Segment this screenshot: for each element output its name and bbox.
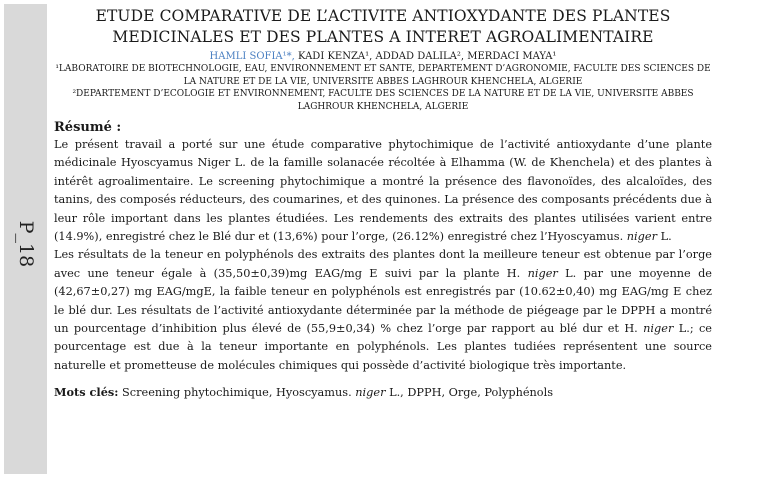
abstract-paragraph-2 (54, 246, 712, 375)
abstract-text: L. par une moyenne de (42,67±0,27) mg EAG/mgE, la faible teneur en polyphénols est enregistrés par (10.62±0,40) mg EAG/mg E chez le blé dur. Les résultats de l’activité antioxydante déterminée par la méthode de piégeage par le DPPH a montré un pourcentage d’inhibition plus élevé de (55,9±0,34) % chez l’orge par rapport au blé dur et H. (54, 266, 712, 336)
author-list (54, 50, 712, 63)
abstract-text: Les résultats de la teneur en polyphénols des extraits des plantes dont la meilleure teneur est obtenue par l’orge avec une teneur égale à (35,50±0,39)mg EAG/mg E suivi par la plante H. (54, 248, 712, 280)
paper-title (54, 6, 712, 48)
affiliation-2: ²DEPARTEMENT D’ECOLOGIE ET ENVIRONNEMENT, FACULTE DES SCIENCES DE LA NATURE ET DE LA VIE, UNIVERSITE ABBES LAGHROUR KHENCHELA, ALGERIE (72, 89, 694, 112)
keywords-text: L., DPPH, Orge, Polyphénols (385, 386, 554, 400)
corresponding-author: HAMLI SOFIA¹*, (209, 51, 295, 62)
page-number-label: P_18 (15, 220, 37, 268)
abstract-heading: Résumé : (54, 120, 122, 135)
page-number-sidebar (4, 4, 47, 474)
species-name: niger (626, 230, 657, 244)
species-name: niger (643, 322, 674, 336)
abstract-text: L. (657, 230, 672, 244)
keywords (54, 383, 712, 402)
title-line-2: MEDICINALES ET DES PLANTES A INTERET AGROALIMENTAIRE (112, 28, 654, 46)
species-name: niger (527, 266, 558, 280)
abstract-text: Le présent travail a porté sur une étude comparative phytochimique de l’activité antioxydante d’une plante médicinale Hyoscyamus Niger L. de la famille solanacée récoltée à Elhamma (W. de Khenchela) et des plantes à intérêt agroalimentaire. Le screening phytochimique a montré la présence des flavonoïdes, des alcaloïdes, des tanins, des composés réducteurs, des coumarines, et des quinones. La présence des composants précédents due à leur rôle important dans les plantes étudiées. Les rendements des extraits des plantes utilisées varient entre (14.9%), enregistré chez le Blé dur et (13,6%) pour l’orge, (26.12%) enregistré chez l’Hyoscyamus. (54, 138, 712, 244)
paper-content (54, 6, 712, 402)
abstract-paragraph-1 (54, 136, 712, 246)
abstract-text: L.; ce pourcentage est due à la teneur importante en polyphénols. Les plantes tudiées représentent une source naturelle et prometteuse de molécules chimiques qui possède d’activité biologique très importante. (54, 322, 712, 372)
keywords-text: Screening phytochimique, Hyoscyamus. (118, 386, 356, 400)
keywords-label: Mots clés: (54, 385, 119, 400)
title-line-1: ETUDE COMPARATIVE DE L’ACTIVITE ANTIOXYDANTE DES PLANTES (95, 7, 671, 25)
species-name: niger (355, 386, 386, 400)
affiliation-1: ¹LABORATOIRE DE BIOTECHNOLOGIE, EAU, ENVIRONNEMENT ET SANTE, DEPARTEMENT D’AGRONOMIE, FACULTE DES SCIENCES DE LA NATURE ET DE LA VIE, UNIVERSITE ABBES LAGHROUR KHENCHELA, ALGERIE (55, 64, 711, 87)
co-authors: KADI KENZA¹, ADDAD DALILA², MERDACI MAYA¹ (294, 51, 557, 62)
